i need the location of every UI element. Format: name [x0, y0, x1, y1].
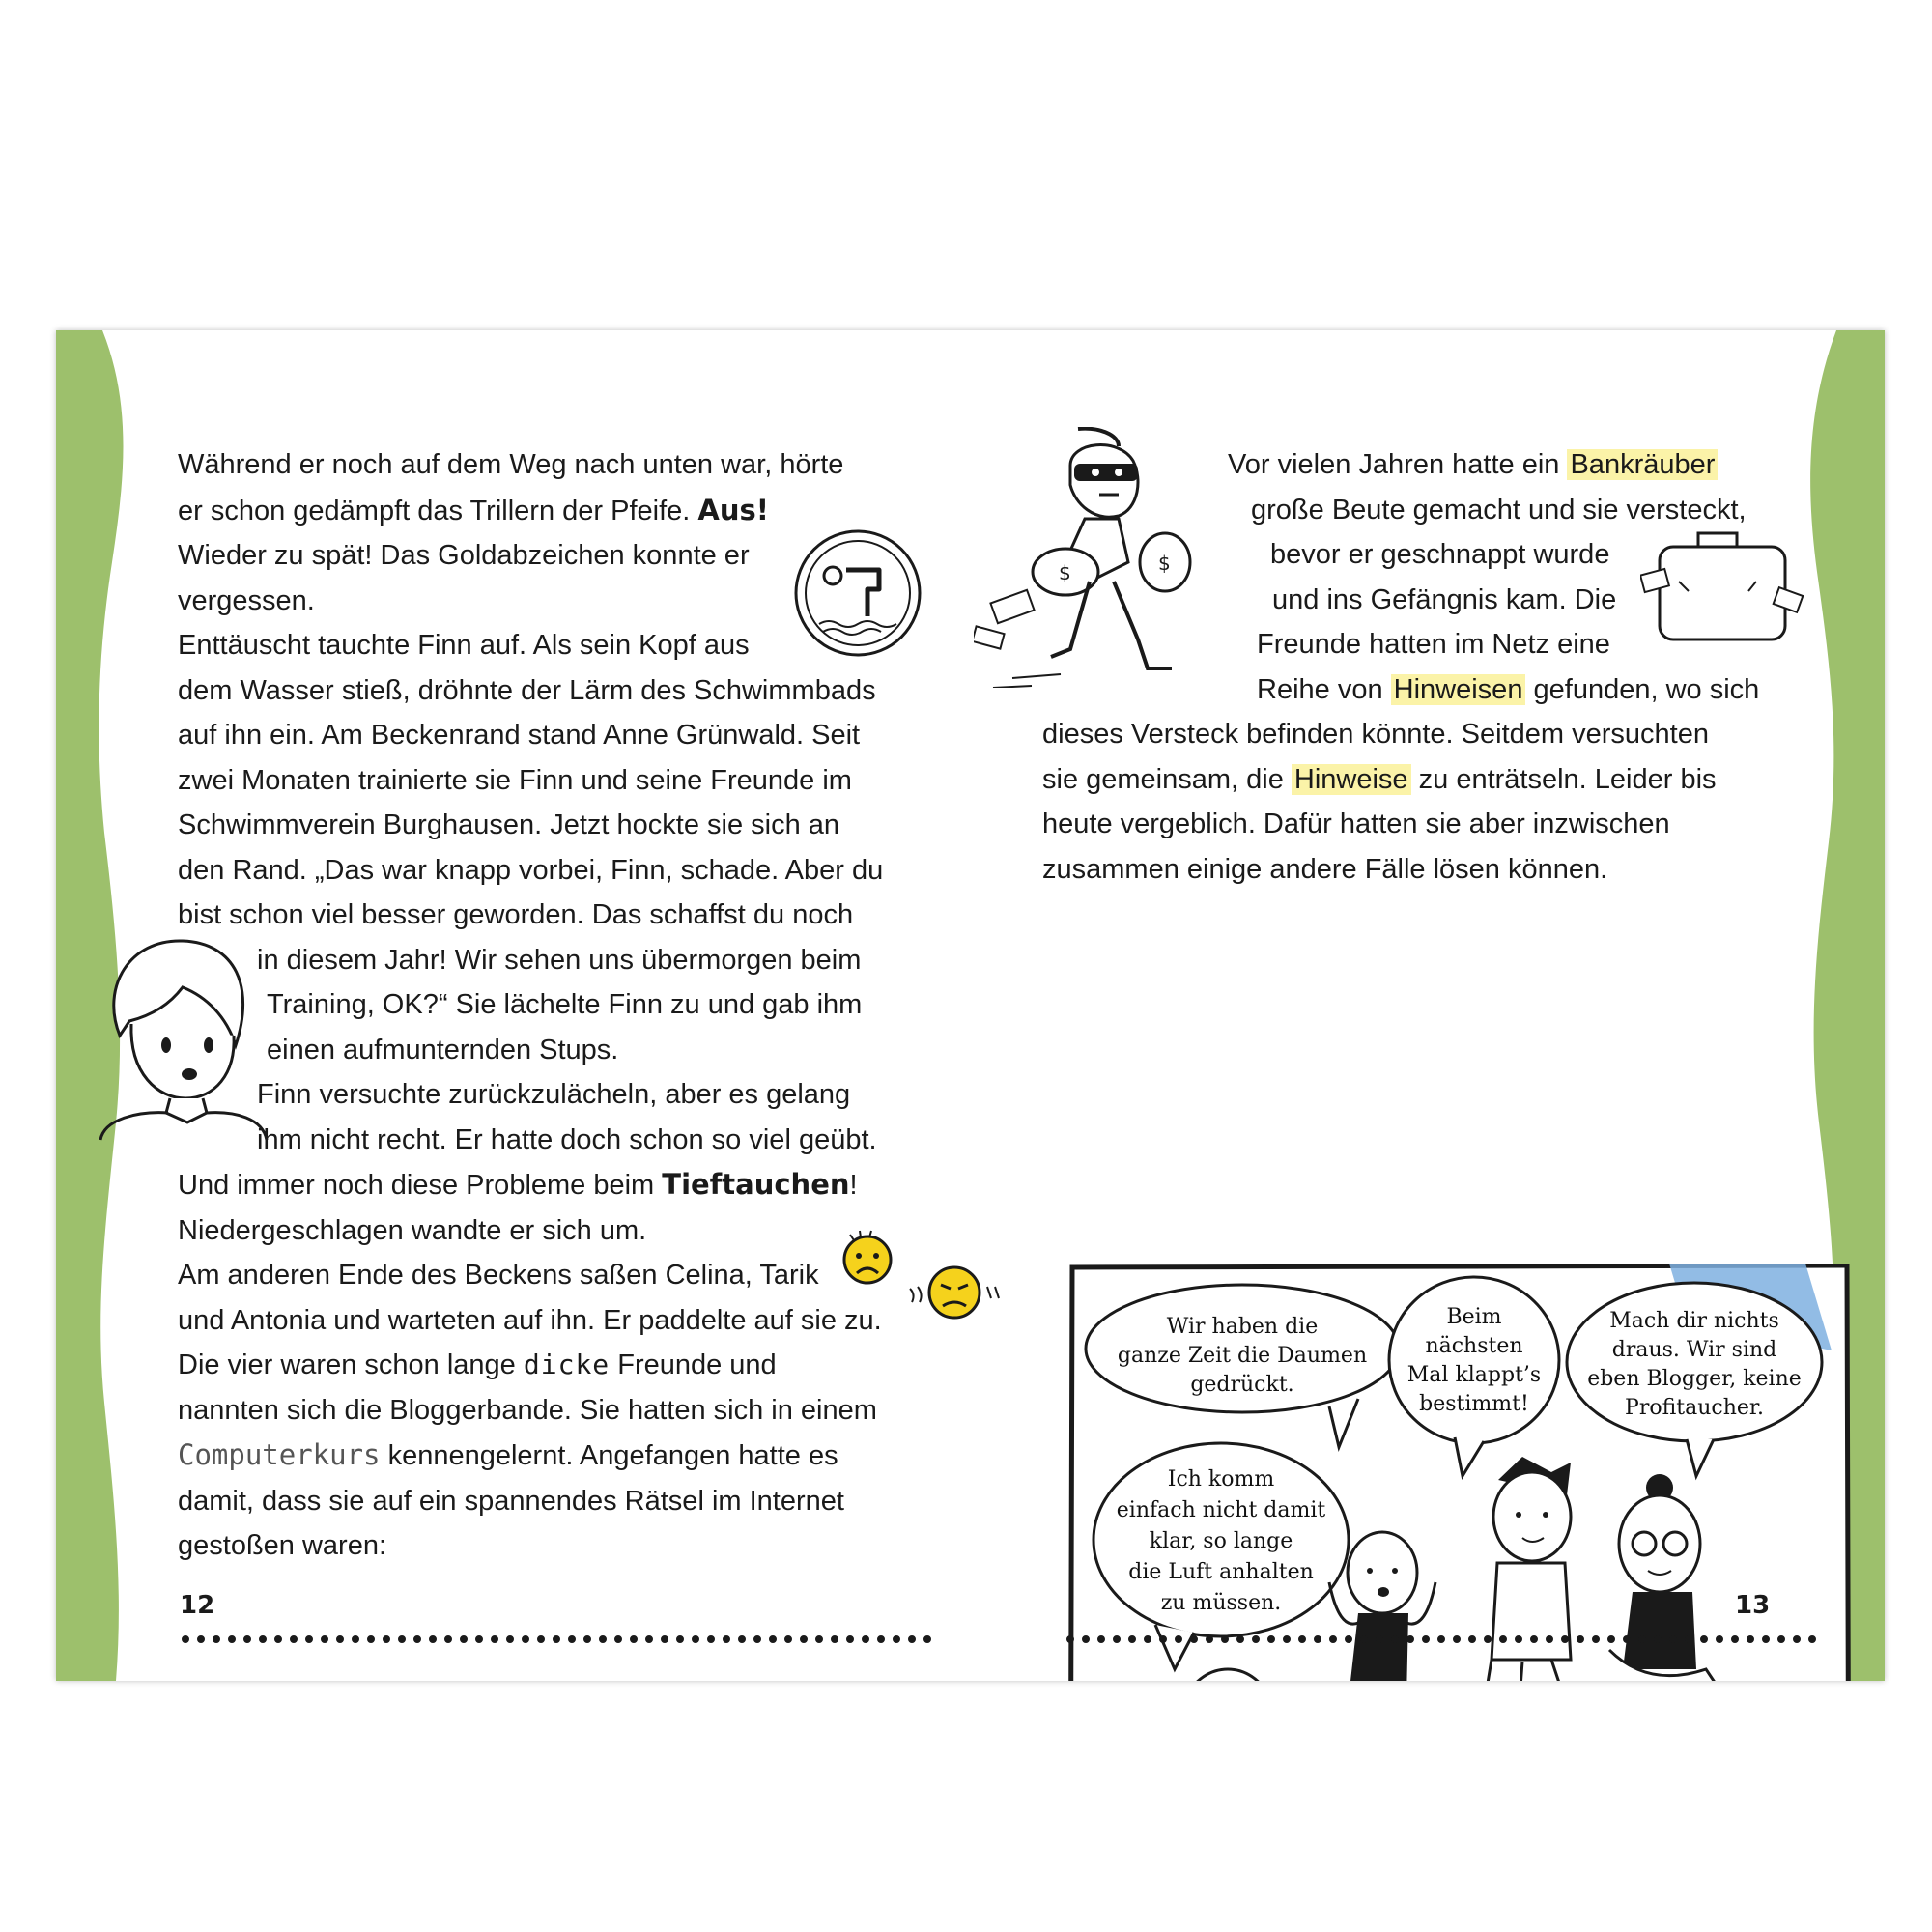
angry-face-icon — [906, 1260, 1003, 1323]
bubble-line: Mal klappt’s — [1406, 1363, 1542, 1387]
text-line: Schwimmverein Burghausen. Jetzt hockte sie sich an — [178, 810, 840, 840]
text-line: Die vier waren schon lange dicke Freunde und — [178, 1349, 777, 1380]
emphasis-tieftauchen: Tieftauchen — [662, 1168, 850, 1201]
text-line: Wieder zu spät! Das Goldabzeichen konnte er — [178, 540, 750, 571]
text-line: Am anderen Ende des Beckens saßen Celina, Tarik — [178, 1260, 819, 1291]
bubble-line: gedrückt. — [1190, 1373, 1294, 1397]
bubble-line: die Luft anhalten — [1128, 1560, 1314, 1584]
bank-robber-illustration — [974, 427, 1215, 688]
bubble-line: ganze Zeit die Daumen — [1117, 1344, 1368, 1368]
money-suitcase-illustration — [1640, 524, 1804, 649]
comic-panel — [1068, 1264, 1851, 1681]
dotted-divider-left — [180, 1633, 943, 1646]
text-line: den Rand. „Das war knapp vorbei, Finn, schade. Aber du — [178, 854, 884, 886]
highlight-hinweisen: Hinweisen — [1391, 674, 1526, 705]
text-line: zusammen einige andere Fälle lösen können. — [1042, 853, 1608, 885]
text-line: auf ihn ein. Am Beckenrand stand Anne Grünwald. Seit — [178, 720, 861, 751]
swim-badge-icon — [790, 526, 925, 661]
trainer-portrait — [91, 929, 274, 1142]
text-line: zwei Monaten trainierte sie Finn und seine Freunde im — [178, 764, 852, 796]
page-number-left: 12 — [180, 1591, 215, 1620]
bubble-line: draus. Wir sind — [1611, 1338, 1777, 1362]
page-number-right: 13 — [1735, 1591, 1771, 1620]
svg-text:$: $ — [1158, 552, 1171, 575]
bubble-line: Mach dir nichts — [1609, 1309, 1779, 1333]
text-line: in diesem Jahr! Wir sehen uns übermorgen beim — [257, 944, 862, 976]
bubble-line: einfach nicht damit — [1116, 1498, 1326, 1522]
text-line: heute vergeblich. Dafür hatten sie aber inzwischen — [1042, 809, 1670, 839]
bubble-line: Profitaucher. — [1625, 1396, 1764, 1420]
svg-text:$: $ — [1059, 561, 1071, 584]
text-line: und Antonia und warteten auf ihn. Er paddelte auf sie zu. — [178, 1304, 882, 1336]
text-line: bist schon viel besser geworden. Das schaffst du noch — [178, 899, 854, 930]
bubble-line: zu müssen. — [1160, 1591, 1282, 1615]
text-line: Training, OK?“ Sie lächelte Finn zu und gab ihm — [267, 989, 863, 1020]
text-line: Vor vielen Jahren hatte ein Bankräuber — [1042, 442, 1759, 488]
highlight-hinweise: Hinweise — [1292, 764, 1411, 795]
bubble-line: Wir haben die — [1166, 1315, 1319, 1339]
text-line: Reihe von Hinweisen gefunden, wo sich — [1257, 673, 1760, 705]
highlight-bankraeuber: Bankräuber — [1567, 449, 1718, 480]
emphasis-dicke: dicke — [523, 1349, 611, 1380]
text-line: Während er noch auf dem Weg nach unten war, hörte — [178, 449, 844, 480]
text-line: große Beute gemacht und sie versteckt, — [1251, 494, 1747, 526]
text-line: damit, dass sie auf ein spannendes Rätsel im Internet — [178, 1485, 844, 1517]
text-line: Finn versuchte zurückzulächeln, aber es gelang — [257, 1079, 851, 1110]
left-page-text — [178, 442, 883, 1569]
emphasis-aus: Aus! — [697, 493, 769, 526]
bubble-line: eben Blogger, keine — [1587, 1367, 1802, 1391]
text-line: Computerkurs kennengelernt. Angefangen hatte es — [178, 1438, 838, 1471]
text-line: vergessen. — [178, 584, 315, 616]
text-line: dem Wasser stieß, dröhnte der Lärm des Schwimmbads — [178, 674, 876, 706]
text-line: Niedergeschlagen wandte er sich um. — [178, 1214, 647, 1246]
text-line: er schon gedämpft das Trillern der Pfeife. Aus! — [178, 493, 769, 526]
text-line: und ins Gefängnis kam. Die — [1272, 583, 1617, 615]
book-spread — [56, 330, 1885, 1681]
sad-face-icon — [838, 1229, 896, 1287]
text-line: nannten sich die Bloggerbande. Sie hatten sich in einem — [178, 1394, 877, 1426]
text-line: Freunde hatten im Netz eine — [1257, 629, 1610, 660]
text-line: gestoßen waren: — [178, 1530, 387, 1561]
bubble-line: nächsten — [1425, 1334, 1523, 1358]
text-line: einen aufmunternden Stups. — [267, 1034, 619, 1065]
bubble-line: Ich komm — [1167, 1467, 1275, 1492]
text-line: sie gemeinsam, die Hinweise zu enträtseln. Leider bis — [1042, 763, 1717, 795]
bubble-line: bestimmt! — [1419, 1392, 1529, 1416]
bubble-line: Beim — [1446, 1305, 1502, 1329]
text-line: Und immer noch diese Probleme beim Tieftauchen! — [178, 1168, 858, 1201]
emphasis-computerkurs: Computerkurs — [178, 1438, 381, 1471]
text-line: dieses Versteck befinden könnte. Seitdem versuchten — [1042, 719, 1709, 750]
dotted-divider-right — [1065, 1633, 1828, 1646]
text-line: ihm nicht recht. Er hatte doch schon so viel geübt. — [257, 1123, 877, 1155]
text-line: Enttäuscht tauchte Finn auf. Als sein Kopf aus — [178, 630, 750, 661]
text-line: bevor er geschnappt wurde — [1270, 539, 1610, 570]
bubble-line: klar, so lange — [1149, 1529, 1293, 1553]
